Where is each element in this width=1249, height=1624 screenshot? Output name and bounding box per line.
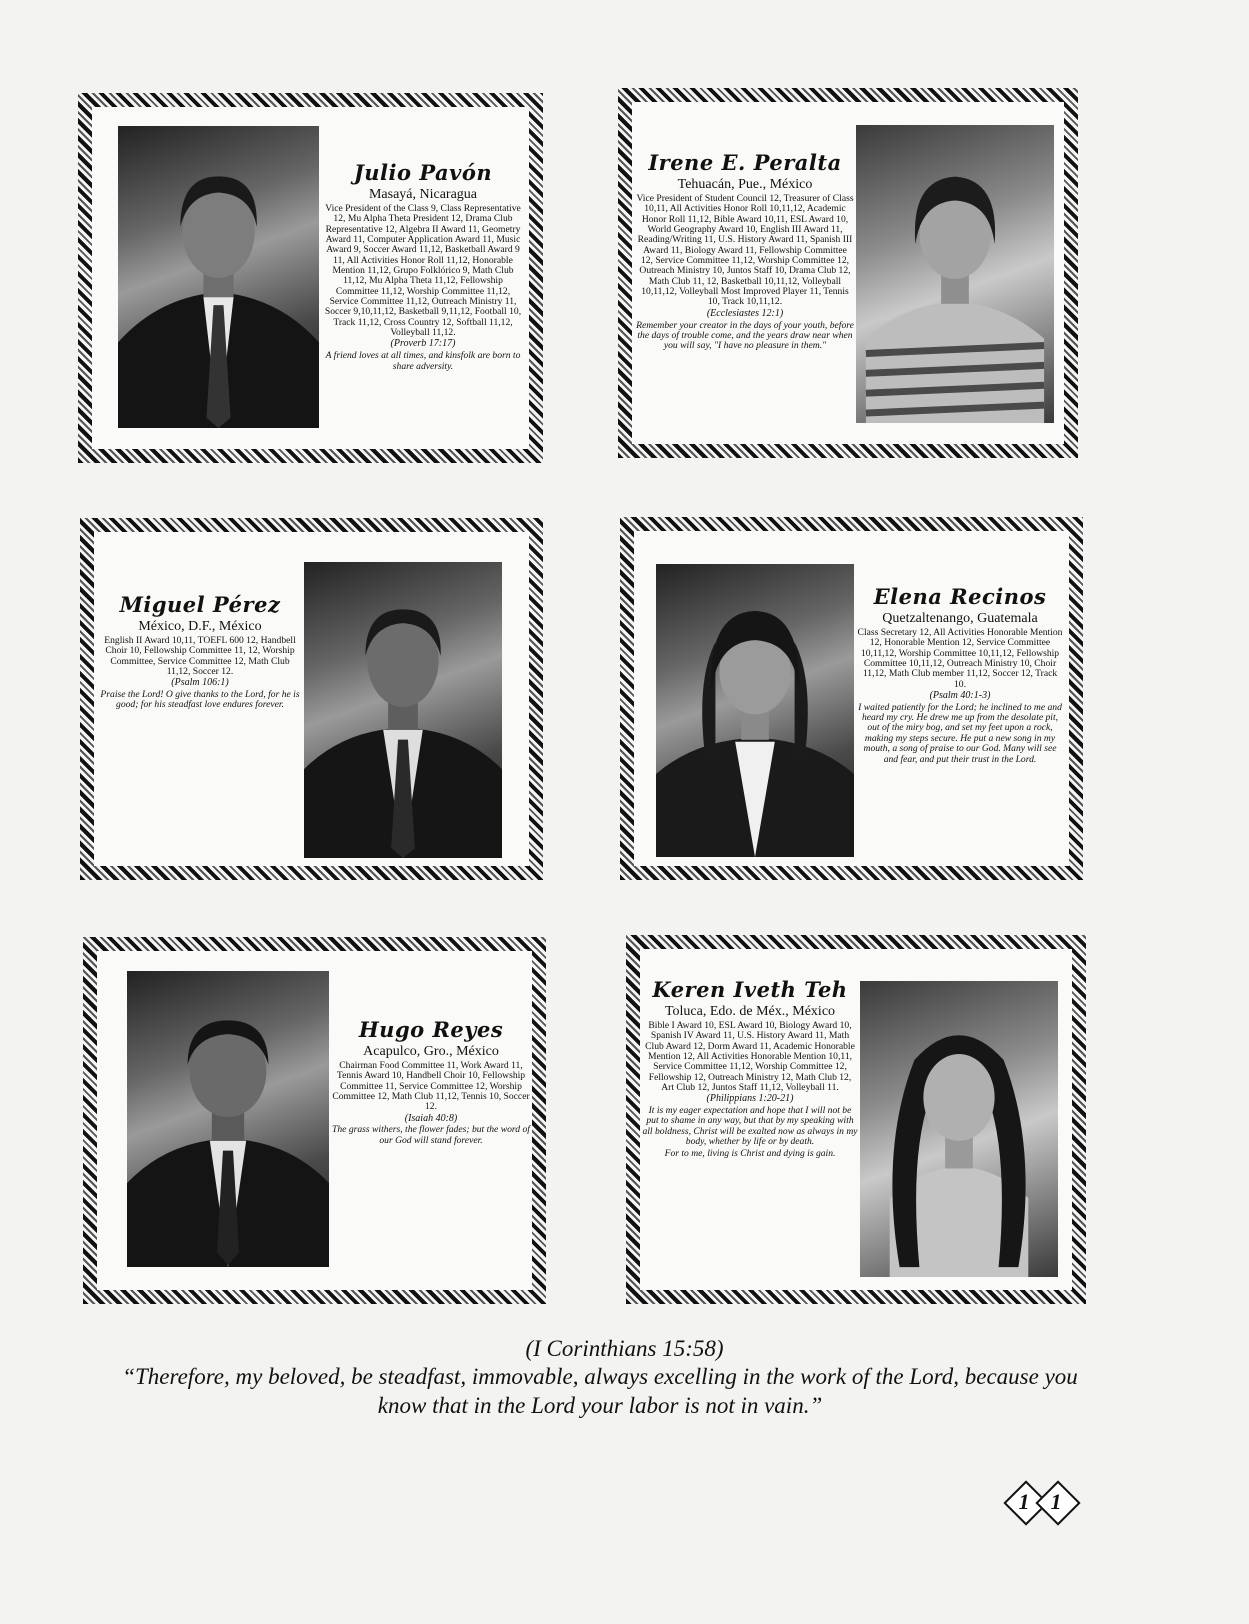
student-card-hugo-reyes: [83, 937, 546, 1304]
student-photo: [656, 564, 854, 857]
student-info: [98, 594, 302, 711]
student-info: [856, 586, 1064, 765]
student-location: Masayá, Nicaragua: [368, 186, 478, 202]
student-card-keren-teh: [626, 935, 1086, 1304]
footer-verse-text: “Therefore, my beloved, be steadfast, immovable, always excelling in the work of the Lord, because you know that in the Lord your labor is not in vain.”: [122, 1364, 1078, 1418]
student-name: Hugo Reyes: [358, 1017, 504, 1042]
student-photo: [118, 126, 319, 428]
student-verse: Remember your creator in the days of your youth, before the days of trouble come, and the years draw near when you will say, "I have no pleasure in them.": [636, 319, 854, 352]
student-location: Quetzaltenango, Guatemala: [882, 610, 1038, 626]
student-verse-ref: (Philippians 1:20-21): [706, 1093, 794, 1105]
student-awards: Bible I Award 10, ESL Award 10, Biology Award 10, Spanish IV Award 11, U.S. History Award 11, Math Club Award 12, Dorm Award 11, Academic Honorable Mention 12, All Activities Honorable Mention 10,11, Service Committee 11,12, Worship Committee 12, Fellowship 12, Outreach Ministry 12, Math Club 12, Art Club 12, Juntos Staff 11,12, Volleyball 11.: [645, 1019, 855, 1093]
page-number-digit: 1: [1050, 1489, 1062, 1514]
student-photo: [304, 562, 502, 858]
student-card-irene-peralta: [618, 88, 1078, 458]
student-verse-ref: (Ecclesiastes 12:1): [706, 307, 784, 319]
student-name: Keren Iveth Teh: [652, 977, 848, 1002]
portrait-silhouette: [860, 981, 1058, 1277]
student-awards: English II Award 10,11, TOEFL 600 12, Handbell Choir 10, Fellowship Committee 11, 12, Worship Committee, Service Committee 12, Math Club 11,12, Soccer 12.: [104, 634, 296, 677]
student-photo: [856, 125, 1054, 423]
student-name: Julio Pavón: [353, 160, 493, 185]
student-verse: A friend loves at all times, and kinsfolk are born to share adversity.: [325, 350, 521, 372]
student-card-elena-recinos: [620, 517, 1083, 880]
page-number: [1004, 1483, 1082, 1523]
student-name: Miguel Pérez: [119, 592, 281, 617]
portrait-silhouette: [127, 971, 329, 1267]
student-name: Irene E. Peralta: [648, 150, 842, 175]
portrait-silhouette: [856, 125, 1054, 423]
student-location: Tehuacán, Pue., México: [677, 176, 813, 192]
student-photo: [860, 981, 1058, 1277]
student-verse: The grass withers, the flower fades; but the word of our God will stand forever.: [332, 1124, 530, 1146]
student-info: [636, 152, 854, 352]
student-card-miguel-perez: [80, 518, 543, 880]
student-info: [323, 162, 523, 372]
student-verse-continued: For to me, living is Christ and dying is gain.: [664, 1147, 836, 1159]
student-awards: Vice President of Student Council 12, Treasurer of Class 10,11, All Activities Honor Roll 10,11,12, Academic Honor Roll 11,12, Bible Award 10,11, ESL Award 10, World Geography Award 10, English III Award 11, Reading/Writing 11, U.S. History Award 11, Spanish III Award 11, Biology Award 11, Fellowship Committee 12, Service Committee 11,12, Worship Committee 12, Outreach Ministry 10, Juntos Staff 10, Drama Club 12, Math Club 11, 12, Basketball 10,11,12, Volleyball 10,11,12, Volleyball Most Improved Player 11, Tennis 10, Track 10,11,12.: [636, 192, 854, 308]
student-awards: Class Secretary 12, All Activities Honorable Mention 12, Honorable Mention 12, Service Committee 10,11,12, Worship Committee 10,11,12, Fellowship Committee 10,11,12, Outreach Ministry 10, Choir 11,12, Math Club member 11,12, Soccer 12, Track 10.: [857, 626, 1063, 690]
student-verse-ref: (Psalm 106:1): [171, 677, 229, 689]
portrait-silhouette: [118, 126, 319, 428]
student-verse: Praise the Lord! O give thanks to the Lord, for he is good; for his steadfast love endures forever.: [100, 689, 300, 711]
student-awards: Vice President of the Class 9, Class Representative 12, Mu Alpha Theta President 12, Drama Club Representative 12, Algebra II Award 11, Geometry Award 11, Computer Application Award 11, Music Award 9, Soccer Award 11,12, Basketball Award 9 11, All Activities Honor Roll 11,12, Honorable Mention 11,12, Grupo Folklórico 9, Math Club 11,12, Mu Alpha Theta 11,12, Fellowship Committee 11,12, Worship Committee 11,12, Service Committee 11,12, Outreach Ministry 11, Soccer 9,10,11,12, Basketball 9,11,12, Football 10, Track 11,12, Cross Country 12, Softball 11,12, Volleyball 11,12.: [324, 202, 522, 339]
student-location: México, D.F., México: [138, 618, 262, 634]
student-name: Elena Recinos: [873, 584, 1047, 609]
student-info: [642, 979, 858, 1159]
page-number-digit: 1: [1018, 1489, 1030, 1514]
student-card-julio-pavon: [78, 93, 543, 463]
portrait-silhouette: [304, 562, 502, 858]
student-info: [331, 1019, 531, 1146]
student-verse-ref: (Isaiah 40:8): [404, 1112, 458, 1124]
student-verse: I waited patiently for the Lord; he inclined to me and heard my cry. He drew me up from the desolate pit, out of the miry bog, and set my feet upon a rock, making my steps secure. He put a new song in my mouth, a song of praise to our God. Many will see and fear, and put their trust in the Lord.: [858, 701, 1062, 765]
student-awards: Chairman Food Committee 11, Work Award 11, Tennis Award 10, Handbell Choir 10, Fellowship Committee 11, Service Committee 12, Worship Committee 12, Math Club 11,12, Tennis 10, Soccer 12.: [332, 1059, 530, 1113]
student-photo: [127, 971, 329, 1267]
student-verse-ref: (Proverb 17:17): [390, 338, 456, 350]
portrait-silhouette: [656, 564, 854, 857]
student-location: Acapulco, Gro., México: [363, 1043, 499, 1059]
student-location: Toluca, Edo. de Méx., México: [664, 1003, 836, 1019]
student-verse: It is my eager expectation and hope that I will not be put to shame in any way, but that by my speaking with all boldness, Christ will be exalted now as always in my body, whether by life or by death.: [642, 1105, 858, 1148]
student-verse-ref: (Psalm 40:1-3): [929, 689, 991, 701]
footer-verse-reference: (I Corinthians 15:58): [525, 1336, 724, 1361]
